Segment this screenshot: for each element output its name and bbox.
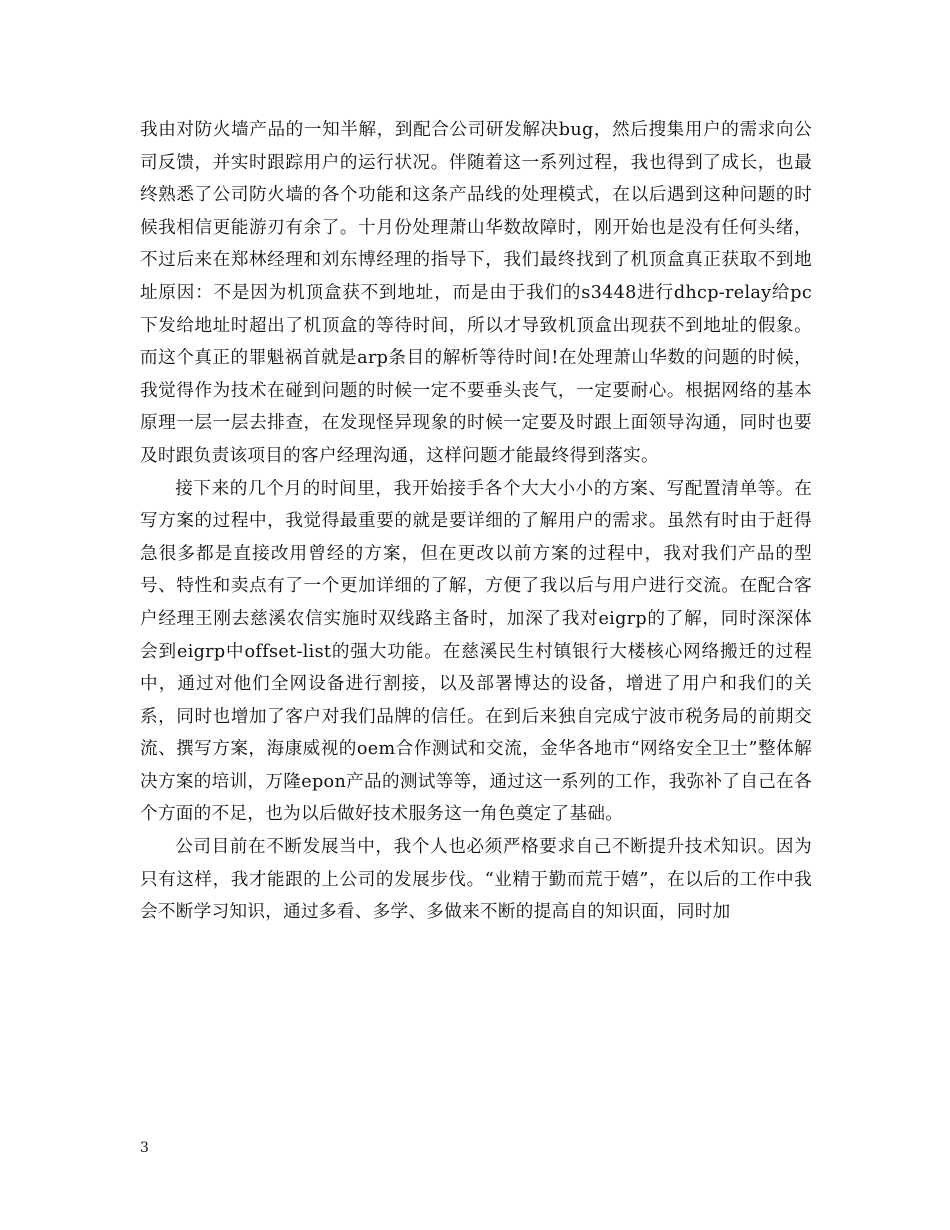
paragraph-1: 我由对防火墙产品的一知半解，到配合公司研发解决bug，然后搜集用户的需求向公司反馈，并实时跟踪用户的运行状况。伴随着这一系列过程，我也得到了成长，也最终熟悉了公司防火墙的各个功能和这条产品线的处理模式，在以后遇到这种问题的时候我相信更能游刃有余了。十月份处理萧山华数故障时，刚开始也是没有任何头绪，不过后来在郑林经理和刘东博经理的指导下，我们最终找到了机顶盒真正获取不到地址原因：不是因为机顶盒获不到地址，而是由于我们的s3448进行dhcp-relay给pc下发给地址时超出了机顶盒的等待时间，所以才导致机顶盒出现获不到地址的假象。而这个真正的罪魁祸首就是arp条目的解析等待时间!在处理萧山华数的问题的时候，我觉得作为技术在碰到问题的时候一定不要垂头丧气，一定要耐心。根据网络的基本原理一层一层去排查，在发现怪异现象的时候一定要及时跟上面领导沟通，同时也要及时跟负责该项目的客户经理沟通，这样问题才能最终得到落实。 bbox=[140, 120, 812, 466]
document-body bbox=[140, 114, 812, 929]
paragraph-3: 公司目前在不断发展当中，我个人也必须严格要求自己不断提升技术知识。因为只有这样，我才能跟的上公司的发展步伐。“业精于勤而荒于嬉”，在以后的工作中我会不断学习知识，通过多看、多学、多做来不断的提高自的知识面，同时加 bbox=[140, 837, 812, 923]
paragraph-2: 接下来的几个月的时间里，我开始接手各个大大小小的方案、写配置清单等。在写方案的过程中，我觉得最重要的就是要详细的了解用户的需求。虽然有时由于赶得急很多都是直接改用曾经的方案，但在更改以前方案的过程中，我对我们产品的型号、特性和卖点有了一个更加详细的了解，方便了我以后与用户进行交流。在配合客户经理王刚去慈溪农信实施时双线路主备时，加深了我对eigrp的了解，同时深深体会到eigrp中offset-list的强大功能。在慈溪民生村镇银行大楼核心网络搬迁的过程中，通过对他们全网设备进行割接，以及部署博达的设备，增进了用户和我们的关系，同时也增加了客户对我们品牌的信任。在到后来独自完成宁波市税务局的前期交流、撰写方案，海康威视的oem合作测试和交流，金华各地市“网络安全卫士”整体解决方案的培训，万隆epon产品的测试等等，通过这一系列的工作，我弥补了自己在各个方面的不足，也为以后做好技术服务这一角色奠定了基础。 bbox=[140, 478, 812, 825]
page-number: 3 bbox=[140, 1140, 149, 1156]
